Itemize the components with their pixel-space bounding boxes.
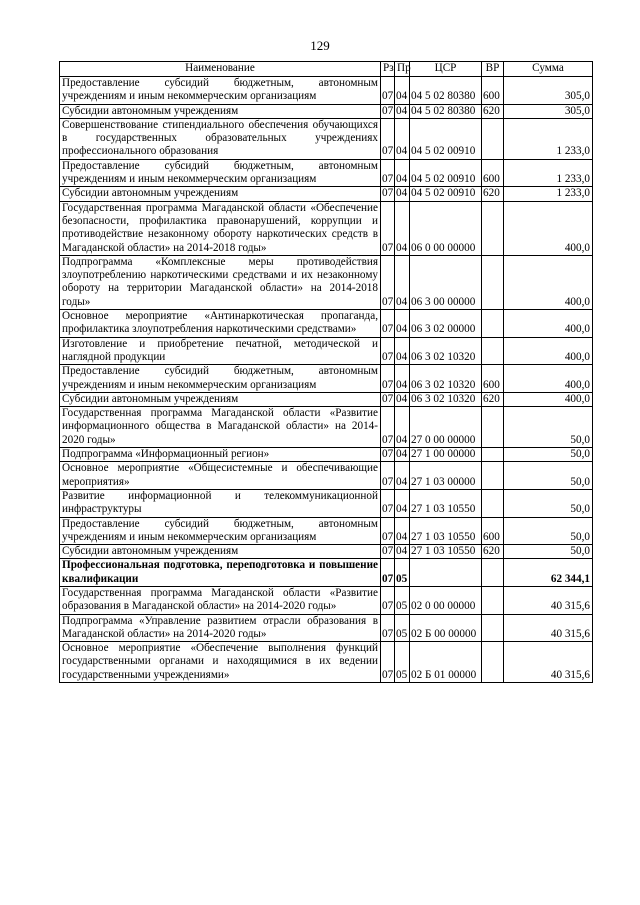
cell-name: Подпрограмма «Комплексные меры противодействия злоупотреблению наркотическими средствами и их незаконному обороту на территории Магаданской области» на 2014-2018 годы» — [60, 255, 381, 309]
cell-vr — [482, 586, 504, 614]
cell-rz: 07 — [381, 462, 395, 490]
cell-sum: 50,0 — [504, 545, 593, 559]
cell-csr: 06 3 02 10320 — [410, 337, 482, 365]
cell-csr: 04 5 02 80380 — [410, 77, 482, 105]
cell-name: Субсидии автономным учреждениям — [60, 104, 381, 118]
cell-name: Развитие информационной и телекоммуникационной инфраструктуры — [60, 489, 381, 517]
cell-pr: 04 — [395, 517, 410, 545]
cell-rz: 07 — [381, 365, 395, 393]
cell-vr — [482, 337, 504, 365]
cell-csr: 06 3 00 00000 — [410, 255, 482, 309]
cell-rz: 07 — [382, 545, 394, 558]
cell-rz: 07 — [381, 489, 395, 517]
table-row — [60, 462, 593, 490]
cell-sum: 50,0 — [504, 407, 593, 448]
cell-sum: 50,0 — [504, 517, 593, 545]
cell-sum: 1 233,0 — [504, 187, 593, 201]
cell-vr: 620 — [482, 104, 504, 118]
cell-name: Предоставление субсидий бюджетным, автономным учреждениям и иным некоммерческим организациям — [60, 517, 381, 545]
cell-pr: 05 — [395, 614, 410, 642]
cell-sum: 400,0 — [504, 365, 593, 393]
cell-vr — [482, 310, 504, 338]
cell-pr: 04 — [395, 201, 410, 255]
table-row — [60, 104, 593, 118]
cell-vr: 620 — [482, 392, 504, 406]
table-row — [60, 187, 593, 201]
cell-csr: 27 1 03 00000 — [410, 462, 482, 490]
cell-pr: 05 — [395, 559, 410, 587]
cell-name: Профессиональная подготовка, переподготовка и повышение квалификации — [60, 559, 381, 587]
cell-rz: 07 — [381, 337, 395, 365]
budget-table — [59, 61, 593, 683]
cell-sum: 400,0 — [504, 392, 593, 406]
header-rz: Рз — [381, 62, 395, 77]
header-vr: ВР — [482, 62, 504, 77]
table-row — [60, 545, 593, 559]
header-sum: Сумма — [504, 62, 593, 77]
cell-pr: 04 — [395, 118, 410, 159]
cell-vr — [482, 201, 504, 255]
cell-rz: 07 — [382, 448, 394, 461]
cell-rz: 07 — [381, 201, 395, 255]
cell-pr: 05 — [395, 642, 410, 683]
cell-sum: 40 315,6 — [504, 586, 593, 614]
cell-csr: 27 1 03 10550 — [410, 489, 482, 517]
cell-pr: 04 — [395, 77, 410, 105]
cell-pr: 04 — [395, 310, 410, 338]
cell-rz: 07 — [381, 586, 395, 614]
cell-name: Государственная программа Магаданской области «Обеспечение безопасности, профилактика правонарушений, коррупции и противодействие незаконному обороту наркотических средств в Магаданской области» на 2014-2018 годы» — [60, 201, 381, 255]
header-csr: ЦСР — [410, 62, 482, 77]
cell-name: Подпрограмма «Управление развитием отрасли образования в Магаданской области» на 2014-2020 годы» — [60, 614, 381, 642]
cell-vr — [482, 407, 504, 448]
table-row — [60, 201, 593, 255]
cell-vr — [482, 614, 504, 642]
table-body — [60, 77, 593, 683]
cell-pr: 04 — [395, 365, 410, 393]
cell-vr: 600 — [482, 517, 504, 545]
cell-pr: 04 — [395, 255, 410, 309]
cell-rz: 07 — [382, 187, 394, 200]
table-row — [60, 614, 593, 642]
cell-vr: 600 — [482, 159, 504, 187]
cell-pr: 04 — [395, 545, 410, 559]
cell-rz: 07 — [381, 642, 395, 683]
cell-name: Субсидии автономным учреждениям — [60, 545, 381, 559]
cell-vr — [482, 462, 504, 490]
cell-rz: 07 — [381, 517, 395, 545]
cell-csr: 06 3 02 10320 — [410, 365, 482, 393]
cell-csr: 04 5 02 00910 — [410, 118, 482, 159]
cell-sum: 400,0 — [504, 201, 593, 255]
cell-sum: 1 233,0 — [504, 118, 593, 159]
cell-csr: 27 1 03 10550 — [410, 517, 482, 545]
cell-vr — [482, 448, 504, 462]
cell-pr: 04 — [395, 392, 410, 406]
cell-pr: 04 — [395, 489, 410, 517]
cell-rz: 07 — [382, 104, 394, 117]
cell-sum: 400,0 — [504, 310, 593, 338]
cell-rz: 07 — [381, 614, 395, 642]
cell-vr — [482, 489, 504, 517]
cell-name: Основное мероприятие «Обеспечение выполнения функций государственными органами и находящимися в их ведении государственными учреждениями» — [60, 642, 381, 683]
cell-csr: 27 0 00 00000 — [410, 407, 482, 448]
cell-pr: 04 — [395, 407, 410, 448]
table-row — [60, 517, 593, 545]
cell-name: Государственная программа Магаданской области «Развитие образования в Магаданской области» на 2014-2020 годы» — [60, 586, 381, 614]
table-row — [60, 448, 593, 462]
cell-sum: 50,0 — [504, 489, 593, 517]
cell-rz: 07 — [382, 392, 394, 405]
table-row — [60, 586, 593, 614]
cell-rz: 07 — [381, 77, 395, 105]
cell-csr: 04 5 02 00910 — [410, 187, 482, 201]
cell-pr: 04 — [395, 159, 410, 187]
table-row — [60, 310, 593, 338]
cell-csr: 06 3 02 10320 — [410, 392, 482, 406]
cell-csr: 06 0 00 00000 — [410, 201, 482, 255]
cell-vr — [482, 255, 504, 309]
cell-vr: 600 — [482, 77, 504, 105]
cell-sum: 62 344,1 — [504, 559, 593, 587]
cell-vr — [482, 559, 504, 587]
cell-csr — [410, 559, 482, 587]
cell-pr: 04 — [395, 337, 410, 365]
cell-name: Субсидии автономным учреждениям — [60, 187, 381, 201]
cell-vr: 600 — [482, 365, 504, 393]
cell-sum: 305,0 — [504, 77, 593, 105]
cell-vr: 620 — [482, 187, 504, 201]
page-number: 129 — [310, 38, 330, 53]
table-row — [60, 159, 593, 187]
cell-sum: 50,0 — [504, 448, 593, 462]
cell-sum: 305,0 — [504, 104, 593, 118]
table-row — [60, 489, 593, 517]
cell-name: Изготовление и приобретение печатной, методической и наглядной продукции — [60, 337, 381, 365]
cell-sum: 1 233,0 — [504, 159, 593, 187]
cell-csr: 02 Б 00 00000 — [410, 614, 482, 642]
cell-csr: 27 1 03 10550 — [410, 545, 482, 559]
table-row — [60, 255, 593, 309]
cell-sum: 40 315,6 — [504, 642, 593, 683]
header-pr: Пр — [395, 62, 410, 77]
cell-rz: 07 — [381, 559, 395, 587]
cell-sum: 40 315,6 — [504, 614, 593, 642]
cell-name: Предоставление субсидий бюджетным, автономным учреждениям и иным некоммерческим организациям — [60, 159, 381, 187]
cell-name: Совершенствование стипендиального обеспечения обучающихся в государственных образовательных учреждениях профессионального образования — [60, 118, 381, 159]
cell-name: Основное мероприятие «Общесистемные и обеспечивающие мероприятия» — [60, 462, 381, 490]
cell-csr: 04 5 02 00910 — [410, 159, 482, 187]
cell-pr: 04 — [395, 104, 410, 118]
cell-rz: 07 — [381, 255, 395, 309]
table-row — [60, 77, 593, 105]
cell-vr — [482, 642, 504, 683]
table-row — [60, 118, 593, 159]
cell-name: Основное мероприятие «Антинаркотическая пропаганда, профилактика злоупотребления наркотическими средствами» — [60, 310, 381, 338]
cell-rz: 07 — [381, 118, 395, 159]
cell-pr: 05 — [395, 586, 410, 614]
cell-name: Подпрограмма «Информационный регион» — [60, 448, 381, 462]
cell-vr — [482, 118, 504, 159]
cell-name: Субсидии автономным учреждениям — [60, 392, 381, 406]
table-row — [60, 392, 593, 406]
cell-vr: 620 — [482, 545, 504, 559]
cell-name: Предоставление субсидий бюджетным, автономным учреждениям и иным некоммерческим организациям — [60, 77, 381, 105]
cell-csr: 06 3 02 00000 — [410, 310, 482, 338]
cell-rz: 07 — [381, 407, 395, 448]
header-name: Наименование — [60, 62, 381, 77]
cell-name: Предоставление субсидий бюджетным, автономным учреждениям и иным некоммерческим организациям — [60, 365, 381, 393]
table-row — [60, 407, 593, 448]
cell-rz: 07 — [381, 159, 395, 187]
cell-csr: 27 1 00 00000 — [410, 448, 482, 462]
cell-name: Государственная программа Магаданской области «Развитие информационного общества в Магаданской области» на 2014-2020 годы» — [60, 407, 381, 448]
table-row — [60, 337, 593, 365]
cell-csr: 04 5 02 80380 — [410, 104, 482, 118]
table-row — [60, 559, 593, 587]
table-row — [60, 642, 593, 683]
cell-sum: 50,0 — [504, 462, 593, 490]
cell-pr: 04 — [395, 187, 410, 201]
table-row — [60, 365, 593, 393]
cell-csr: 02 Б 01 00000 — [410, 642, 482, 683]
cell-sum: 400,0 — [504, 337, 593, 365]
cell-rz: 07 — [381, 310, 395, 338]
cell-sum: 400,0 — [504, 255, 593, 309]
cell-pr: 04 — [395, 448, 410, 462]
cell-pr: 04 — [395, 462, 410, 490]
cell-csr: 02 0 00 00000 — [410, 586, 482, 614]
table-header-row — [60, 62, 593, 77]
